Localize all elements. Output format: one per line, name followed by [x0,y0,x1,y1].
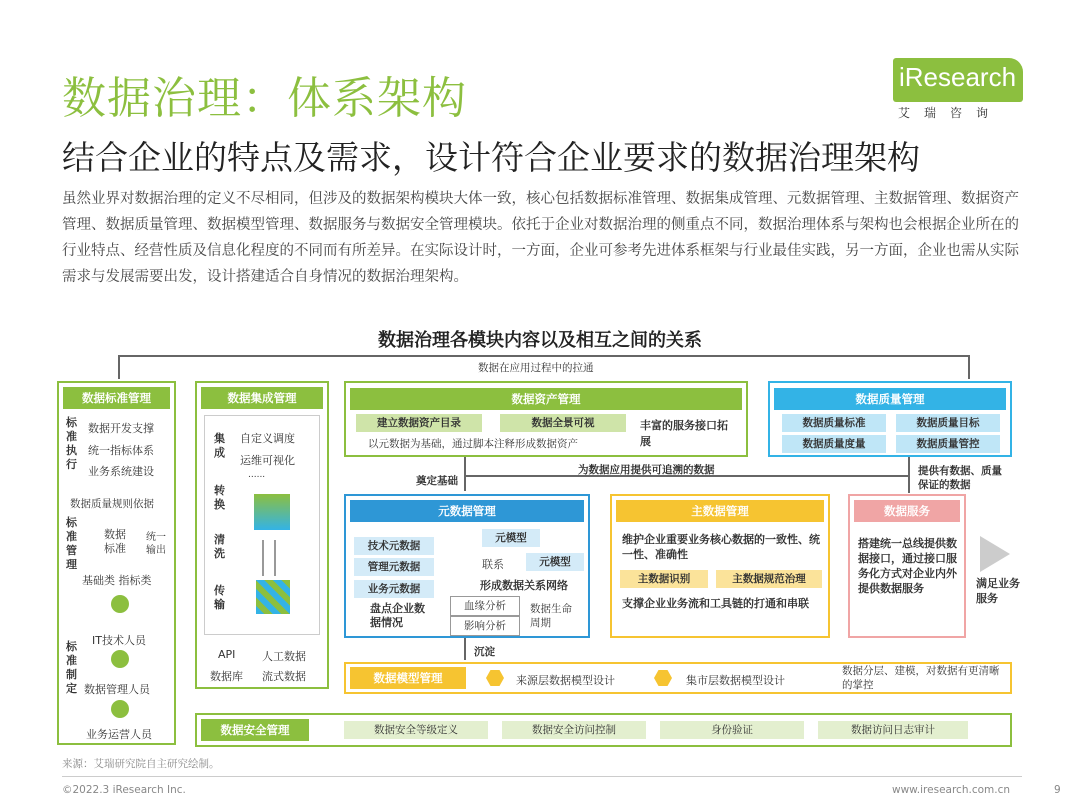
asset-note: 以元数据为基础，通过脚本注释形成数据资产 [368,438,578,450]
model-right: 数据分层、建模，对数据有更清晰的掌控 [842,665,1000,691]
copyright: ©2022.3 iResearch Inc. [62,784,186,796]
flow-mid-label: 为数据应用提供可追溯的数据 [578,464,715,476]
meta-left: 技术元数据 [354,537,434,555]
standard-mgmt-label: 标准管理 [66,516,77,571]
security-item: 数据访问日志审计 [818,721,968,739]
quality-pill: 数据质量管控 [896,435,1000,453]
standard-exec-item: 统一指标体系 [88,444,154,457]
standard-mid: 数据标准 [104,528,126,555]
master-pill: 主数据识别 [620,570,708,588]
meta-left: 业务元数据 [354,580,434,598]
quality-pill: 数据质量标准 [782,414,886,432]
meta-model: 元模型 [526,553,584,571]
master-desc: 维护企业重要业务核心数据的一致性、统一性、准确性 [622,533,820,561]
data-cube-icon [254,494,290,530]
master-support: 支撑企业业务流和工具链的打通和串联 [622,597,809,610]
standard-person: 业务运营人员 [86,728,152,741]
integration-header: 数据集成管理 [201,387,323,409]
security-item: 身份验证 [660,721,804,739]
quality-header: 数据质量管理 [774,388,1006,410]
footer-divider [62,776,1022,777]
integration-item: 自定义调度 [240,432,295,445]
standard-base: 基础类 指标类 [82,574,152,587]
precipitate-label: 沉淀 [474,646,495,658]
quality-pill: 数据质量度量 [782,435,886,453]
asset-right: 丰富的服务接口拓展 [640,419,728,448]
model-item: 来源层数据模型设计 [516,674,615,687]
meta-inventory: 盘点企业数据情况 [370,602,425,629]
top-flow-line [118,355,968,357]
standard-exec-label: 标准执行 [66,416,77,471]
meta-left: 管理元数据 [354,558,434,576]
service-meet: 满足业务服务 [976,577,1020,605]
page-number: 9 [1054,784,1061,796]
service-desc: 搭建统一总线提供数据接口，通过接口服务化方式对企业内外提供数据服务 [858,537,957,595]
meta-analysis: 血缘分析 [450,596,520,616]
person-icon [111,650,129,668]
integration-source: API [218,648,236,661]
logo-brand: iResearch [899,62,1017,92]
model-item: 集市层数据模型设计 [686,674,785,687]
diagram-title: 数据治理各模块内容以及相互之间的关系 [378,330,702,351]
standard-person: IT技术人员 [92,634,146,647]
asset-pill: 建立数据资产目录 [356,414,482,432]
standard-header: 数据标准管理 [63,387,170,409]
meta-lifecycle: 数据生命周期 [530,603,572,629]
meta-network: 形成数据关系网络 [480,579,568,592]
meta-model: 元模型 [482,529,540,547]
connector-line [464,457,466,491]
integration-source: 数据库 [210,670,243,683]
page-title: 数据治理：体系架构 [62,73,467,124]
integration-source: 人工数据 [262,650,306,663]
transfer-arrows-icon [262,540,276,576]
standard-person: 数据管理人员 [84,683,150,696]
meta-link: 联系 [482,558,504,571]
footer-url: www.iresearch.com.cn [892,784,1011,796]
asset-header: 数据资产管理 [350,388,742,410]
standard-exec-item: 业务系统建设 [88,465,154,478]
precipitate-line [464,638,466,660]
asset-pill: 数据全景可视 [500,414,626,432]
source-note: 来源：艾瑞研究院自主研究绘制。 [62,758,220,770]
integration-item: 运维可视化 [240,454,295,467]
integration-step: 集成 [214,432,225,459]
provide-label: 提供有数据、质量保证的数据 [918,465,1002,491]
master-pill: 主数据规范治理 [716,570,822,588]
service-header: 数据服务 [854,500,960,522]
security-item: 数据安全访问控制 [502,721,646,739]
top-flow-left [118,355,120,379]
arrow-right-icon [980,536,1010,572]
person-icon [111,700,129,718]
foundation-label: 奠定基础 [416,475,458,487]
integration-source: 流式数据 [262,670,306,683]
page-subtitle: 结合企业的特点及需求，设计符合企业要求的数据治理架构 [62,138,920,177]
person-icon [111,595,129,613]
master-header: 主数据管理 [616,500,824,522]
standard-exec-item: 数据开发支撑 [88,422,154,435]
standard-unify: 统一输出 [146,532,166,556]
top-flow-label: 数据在应用过程中的拉通 [478,362,594,374]
meta-header: 元数据管理 [350,500,584,522]
standard-make-label: 标准制定 [66,640,77,695]
logo-cn: 艾瑞咨询 [898,106,1003,120]
standard-rule: 数据质量规则依据 [70,498,154,510]
intro-paragraph: 虽然业界对数据治理的定义不尽相同，但涉及的数据架构模块大体一致，核心包括数据标准管理、数据集成管理、元数据管理、主数据管理、数据资产管理、数据质量管理、数据模型管理、数据服务与数据安全管理模块。依托于企业对数据治理的侧重点不同，数据治理体系与架构也会根据企业所在的行业特点、经营性质及信息化程度的不同而有所差异。在实际设计时，一方面，企业可参考先进体系框架与行业最佳实践，另一方面，企业也需从实际需求与发展需要出发，设计搭建适合自身情况的数据治理架构。 [62,191,1019,285]
data-blocks-icon [256,580,290,614]
integration-item: ...... [248,470,266,480]
integration-step: 转换 [214,484,225,511]
security-item: 数据安全等级定义 [344,721,488,739]
model-header: 数据模型管理 [350,667,466,689]
top-flow-right [968,355,970,379]
integration-step: 清洗 [214,533,225,560]
meta-analysis: 影响分析 [450,616,520,636]
integration-step: 传输 [214,584,225,611]
quality-pill: 数据质量目标 [896,414,1000,432]
connector-line [908,457,910,493]
security-header: 数据安全管理 [201,719,309,741]
